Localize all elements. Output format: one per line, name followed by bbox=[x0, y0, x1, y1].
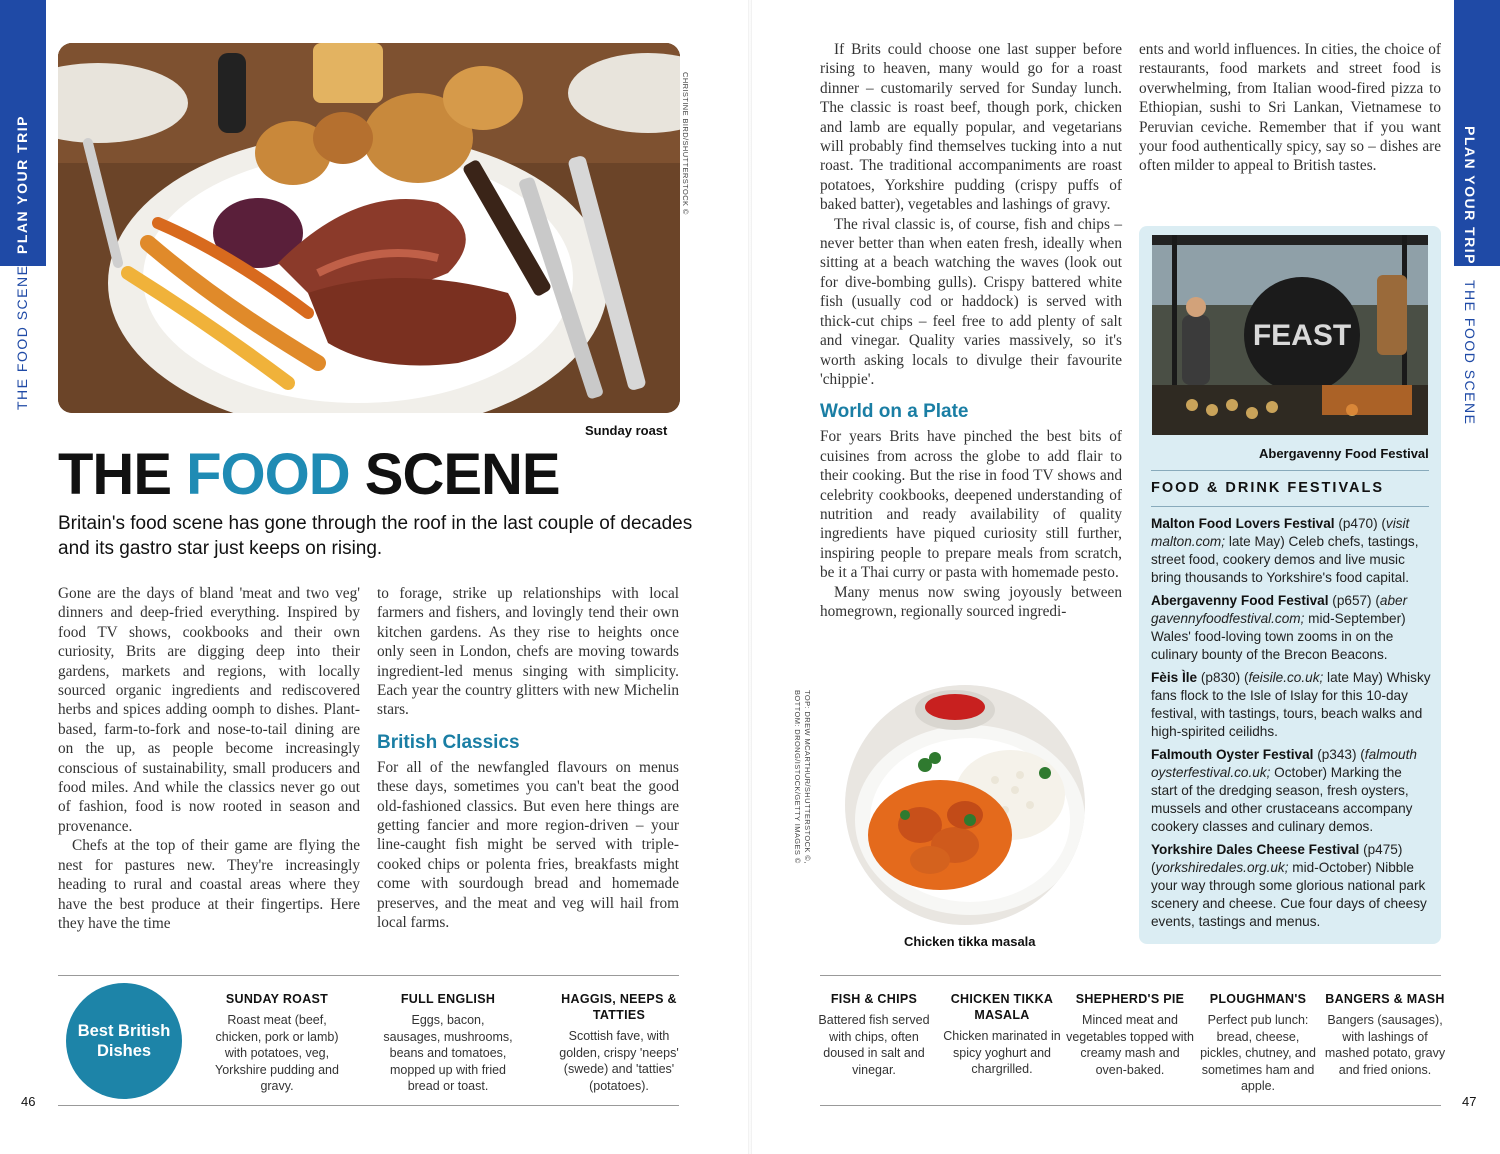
festival-website: feisile.co.uk; bbox=[1248, 670, 1324, 685]
festivals-list bbox=[1151, 515, 1431, 936]
dish-item bbox=[554, 991, 684, 1094]
credit-line: TOP: DREW MCARTHUR/SHUTTERSTOCK ©, bbox=[803, 690, 812, 864]
festival-name: Falmouth Oyster Festival bbox=[1151, 747, 1314, 762]
paragraph: ents and world influences. In cities, the choice of restaurants, food markets and street food is overwhelming, from Italian wood-fired pizza to Ethiopian, sushi to Sri Lankan, Vietnamese to Peruvian ceviche. Remember that if you want your food authentically spicy, say so – dishes are often milder to appeal to British tastes. bbox=[1139, 41, 1441, 175]
paragraph: Chefs at the top of their game are flying the nest for pastures new. They're increasingly heading to rural and coastal areas where they have the best produce at their fingertips. Here they have the time bbox=[58, 837, 360, 932]
paragraph: Gone are the days of bland 'meat and two veg' dinners and deep-fried everything. Inspired by food TV shows, cookbooks and their own curiosity, Brits are digging deep into their gardens, markets and regions, with locally sourced organic ingredients and rediscovered herbs and spices adding oomph to dishes. Plant-based, farm-to-fork and nose-to-tail dining are on the up, as people become increasingly conscious of sustainability, small producers and food miles. And while the classics never go out of fashion, food is now rooted in season and provenance. bbox=[58, 585, 360, 835]
right-column-2 bbox=[1139, 40, 1441, 176]
festival-item bbox=[1151, 515, 1431, 587]
dish-desc: Chicken marinated in spicy yoghurt and chargrilled. bbox=[943, 1029, 1061, 1076]
dish-name: FULL ENGLISH bbox=[400, 992, 496, 1006]
festival-desc: mid-October) Nibble your way through some glorious national park scenery and cheese. Cue four days of cheesy events, tastings and menus. bbox=[1151, 860, 1427, 929]
dish-name: BANGERS & MASH bbox=[1325, 992, 1445, 1006]
svg-text:FEAST: FEAST bbox=[1252, 319, 1352, 352]
world-on-a-plate-heading: World on a Plate bbox=[820, 401, 969, 423]
dish-name: FISH & CHIPS bbox=[830, 992, 918, 1006]
festival-name: Yorkshire Dales Cheese Festival bbox=[1151, 842, 1360, 857]
festivals-heading: FOOD & DRINK FESTIVALS bbox=[1151, 480, 1385, 496]
festival-desc: October) Marking the start of the dredging season, fresh oysters, mussels and other crustaceans accompany cookery classes and culinary demos. bbox=[1151, 765, 1413, 834]
dish-item bbox=[212, 991, 342, 1095]
right-column-1 bbox=[820, 40, 1122, 621]
festival-name: Fèis Ìle bbox=[1151, 670, 1198, 685]
title-part1: THE bbox=[58, 442, 187, 507]
festival-website: falmouth oysterfestival.co.uk; bbox=[1151, 747, 1417, 780]
festival-ref: (p830) ( bbox=[1197, 670, 1249, 685]
roast-caption: Sunday roast bbox=[585, 423, 668, 438]
chicken-tikka-photo bbox=[845, 685, 1085, 925]
left-column-2 bbox=[377, 584, 679, 933]
dish-name: SUNDAY ROAST bbox=[225, 992, 329, 1006]
festival-ref: (p343) ( bbox=[1313, 747, 1365, 762]
dishes-rule-bottom-right bbox=[820, 1105, 1441, 1106]
festival-ref: (p657) ( bbox=[1328, 593, 1380, 608]
page-title bbox=[58, 441, 560, 508]
festival-website: yorkshiredales.org.uk; bbox=[1155, 860, 1289, 875]
dishes-rule-top-left bbox=[58, 975, 679, 976]
dish-desc: Perfect pub lunch: bread, cheese, pickles, chutney, and sometimes ham and apple. bbox=[1200, 1013, 1316, 1093]
dish-name: CHICKEN TIKKA MASALA bbox=[950, 992, 1054, 1022]
dishes-rule-top-right bbox=[820, 975, 1441, 976]
dish-desc: Minced meat and vegetables topped with creamy mash and oven-baked. bbox=[1066, 1013, 1194, 1077]
festival-desc: late May) Whisky fans flock to the Isle of Islay for this 10-day festival, with tastings, tours, beach walks and high-spirited ceilidhs. bbox=[1151, 670, 1431, 739]
dish-name: HAGGIS, NEEPS & TATTIES bbox=[561, 992, 677, 1022]
section-label-right: PLAN YOUR TRIP bbox=[1462, 126, 1478, 265]
dish-item bbox=[383, 991, 513, 1095]
dish-desc: Scottish fave, with golden, crispy 'neeps' (swede) and 'tatties' (potatoes). bbox=[559, 1029, 679, 1093]
paragraph: For years Brits have pinched the best bits of cuisines from across the globe to add flair to their cooking. But the rise in food TV shows and celebrity cookbooks, deepened understanding of nutrition and ready availability of quality ingredients have piqued curiosity still further, inspiring people to prepare meals from scratch, be it a Thai curry or pasta with homemade pesto. bbox=[820, 428, 1122, 582]
dish-item bbox=[810, 991, 938, 1078]
tikka-photo-credit bbox=[792, 690, 812, 864]
chapter-label-right: THE FOOD SCENE bbox=[1462, 280, 1478, 426]
title-part2: SCENE bbox=[349, 442, 560, 507]
festival-desc: mid-September) Wales' food-loving town zooms in on the culinary bounty of the Brecon Beacons. bbox=[1151, 611, 1406, 662]
dish-item bbox=[1322, 991, 1448, 1078]
festival-item bbox=[1151, 746, 1431, 836]
page-gutter bbox=[748, 0, 752, 1154]
chapter-label-left: THE FOOD SCENE bbox=[14, 264, 30, 410]
best-british-dishes-badge: Best British Dishes bbox=[66, 983, 182, 1099]
credit-line: BOTTOM: DRONG/ISTOCK/GETTY IMAGES © bbox=[793, 690, 802, 864]
festivals-rule-bottom bbox=[1151, 506, 1429, 507]
section-label-left: PLAN YOUR TRIP bbox=[14, 115, 30, 254]
paragraph: If Brits could choose one last supper before rising to heaven, many would go for a roast dinner – customarily served for Sunday lunch. The classic is roast beef, though pork, chicken and lamb are equally popular, and vegetarians will probably find themselves tucking into a nut roast. The traditional accompaniments are roast potatoes, Yorkshire pudding (crispy puffs of baked batter), vegetables and lashings of gravy. bbox=[820, 41, 1122, 214]
dish-item bbox=[1066, 991, 1194, 1078]
british-classics-heading: British Classics bbox=[377, 731, 520, 753]
paragraph: The rival classic is, of course, fish and chips – never better than when eaten fresh, ideally when sitting at a beach watching the waves (look out for dive-bombing gulls). Crispy battered white fish (usually cod or haddock) is served with thick-cut chips – feel free to add plenty of salt and vinegar. Quality varies massively, so it's worth asking locals to divulge their favourite 'chippie'. bbox=[820, 215, 1122, 388]
roast-photo-credit: CHRISTINE BIRD/SHUTTERSTOCK © bbox=[681, 72, 690, 215]
dish-name: SHEPHERD'S PIE bbox=[1075, 992, 1185, 1006]
paragraph: For all of the newfangled flavours on menus these days, sometimes you can't beat the good old-fashioned classics. But even here things are getting fancier and more region-driven – your line-caught fish might be served with triple-cooked chips or polenta fries, breakfasts might come with sourdough bread and homemade preserves, and the meat and veg will hail from local farms. bbox=[377, 758, 679, 932]
festival-ref: (p475) ( bbox=[1151, 842, 1403, 875]
abergavenny-festival-photo bbox=[1152, 235, 1428, 435]
left-column-1 bbox=[58, 584, 360, 933]
festival-website: visit malton.com; bbox=[1151, 516, 1410, 549]
festival-item bbox=[1151, 592, 1431, 664]
dish-desc: Battered fish served with chips, often doused in salt and vinegar. bbox=[818, 1013, 930, 1077]
page-number-right: 47 bbox=[1462, 1094, 1477, 1109]
festival-name: Abergavenny Food Festival bbox=[1151, 593, 1329, 608]
festival-desc: late May) Celeb chefs, tastings, street food, cookery demos and live music bring thousands to Yorkshire's food capital. bbox=[1151, 534, 1419, 585]
dishes-rule-bottom-left bbox=[58, 1105, 679, 1106]
dish-desc: Eggs, bacon, sausages, mushrooms, beans and tomatoes, mopped up with fried bread or toast. bbox=[383, 1013, 513, 1093]
festival-ref: (p470) ( bbox=[1334, 516, 1386, 531]
festivals-rule-top bbox=[1151, 470, 1429, 471]
festival-website: aber gavennyfoodfestival.com; bbox=[1151, 593, 1408, 626]
intro-text: Britain's food scene has gone through the roof in the last couple of decades and its gastro star just keeps on rising. bbox=[58, 513, 693, 559]
page-number-left: 46 bbox=[21, 1094, 36, 1109]
paragraph: to forage, strike up relationships with local farmers and fishers, and lovingly tend their own kitchen gardens. As they rise to heights once only seen in London, chefs are moving towards ingredient-led menus singing with simplicity. Each year the country glitters with new Michelin stars. bbox=[377, 585, 679, 719]
festival-item bbox=[1151, 841, 1431, 931]
feast-caption: Abergavenny Food Festival bbox=[1259, 446, 1429, 461]
festival-item bbox=[1151, 669, 1431, 741]
tikka-caption: Chicken tikka masala bbox=[904, 934, 1036, 949]
dish-item bbox=[1196, 991, 1320, 1095]
sunday-roast-photo bbox=[58, 43, 680, 413]
festival-name: Malton Food Lovers Festival bbox=[1151, 516, 1335, 531]
dish-item bbox=[940, 991, 1064, 1078]
dish-desc: Roast meat (beef, chicken, pork or lamb) with potatoes, veg, Yorkshire pudding and gravy. bbox=[215, 1013, 339, 1093]
dish-name: PLOUGHMAN'S bbox=[1209, 992, 1307, 1006]
title-accent: FOOD bbox=[186, 442, 350, 507]
dish-desc: Bangers (sausages), with lashings of mashed potato, gravy and fried onions. bbox=[1324, 1013, 1446, 1077]
paragraph: Many menus now swing joyously between homegrown, regionally sourced ingredi- bbox=[820, 583, 1122, 620]
